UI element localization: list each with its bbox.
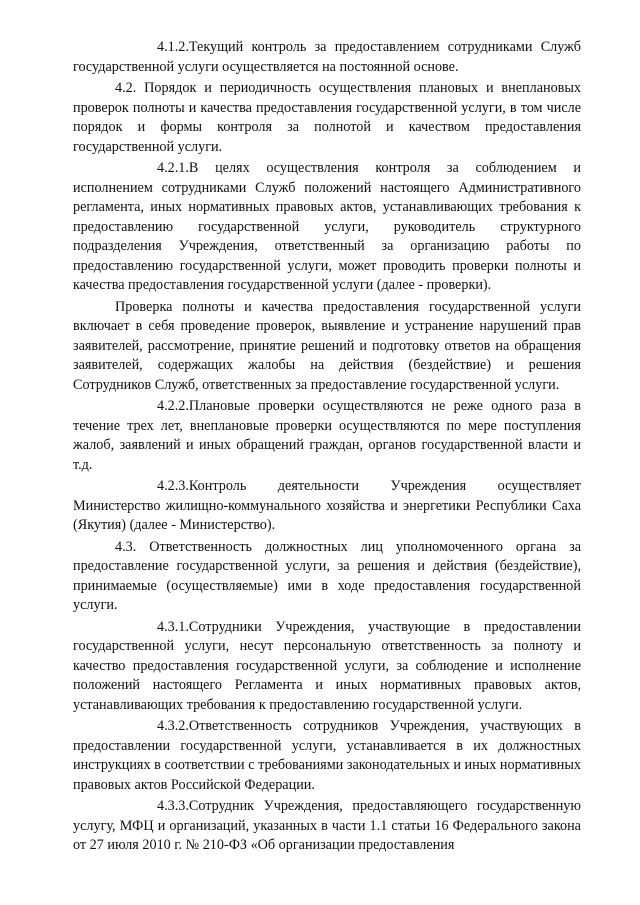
paragraph-number: 4.3.2. — [157, 718, 189, 734]
paragraph-text: Контроль деятельности Учреждения осуществляет Министерство жилищно-коммунального хозяйства и энергетики Республики Саха (Якутия) (далее - Министерство). — [73, 478, 581, 533]
paragraph-text: 4.3. Ответственность должностных лиц уполномоченного органа за предоставление государственной услуги, за решения и действия (бездействие), принимаемые (осуществляемые) ими в ходе предоставления государственной услуги. — [73, 538, 581, 613]
paragraph-number: 4.2.3. — [157, 478, 189, 494]
paragraph-4-3-2 — [73, 717, 581, 795]
paragraph-number: 4.2.2. — [157, 398, 189, 414]
paragraph-text: В целях осуществления контроля за соблюдением и исполнением сотрудниками Служб положений настоящего Административного регламента, иных нормативных правовых актов, устанавливающих требования к предоставлению государственной услуги, руководитель структурного подразделения Учреждения, ответственный за организацию работы по предоставлению государственной услуги, может проводить проверки полноты и качества предоставления государственной услуги (далее - проверки). — [73, 160, 581, 293]
paragraph-4-2-3 — [73, 477, 581, 536]
paragraph-text: Текущий контроль за предоставлением сотрудниками Служб государственной услуги осуществляется на постоянной основе. — [73, 39, 581, 75]
paragraph-text: Ответственность сотрудников Учреждения, участвующих в предоставлении государственной услуги, устанавливается в их должностных инструкциях в соответствии с требованиями законодательных и иных нормативных правовых актов Российской Федерации. — [73, 718, 581, 793]
paragraph-4-2 — [73, 79, 581, 157]
paragraph-4-1-2 — [73, 38, 581, 77]
paragraph-text: Проверка полноты и качества предоставления государственной услуги включает в себя проведение проверок, выявление и устранение нарушений прав заявителей, рассмотрение, принятие решений и подготовку ответов на обращения заявителей, содержащих жалобы на действия (бездействие) и решения Сотрудников Служб, ответственных за предоставление государственной услуги. — [73, 298, 581, 393]
paragraph-text: Плановые проверки осуществляются не реже одного раза в течение трех лет, внеплановые проверки осуществляются по мере поступления жалоб, заявлений и иных обращений граждан, органов государственной власти и т.д. — [73, 398, 581, 473]
paragraph-4-3 — [73, 538, 581, 616]
paragraph-text: Сотрудник Учреждения, предоставляющего государственную услугу, МФЦ и организаций, указанных в части 1.1 статьи 16 Федерального закона от 27 июля 2010 г. № 210-ФЗ «Об организации предоставления — [73, 798, 581, 853]
paragraph-number: 4.3.3. — [157, 798, 189, 814]
paragraph-4-2-2 — [73, 397, 581, 475]
paragraph-4-2-1 — [73, 159, 581, 296]
paragraph-number: 4.1.2. — [157, 39, 189, 55]
paragraph-verification-scope — [73, 298, 581, 396]
paragraph-number: 4.3.1. — [157, 618, 189, 635]
paragraph-4-3-3 — [73, 797, 581, 856]
paragraph-text: Сотрудники Учреждения, участвующие в предоставлении государственной услуги, несут персональную ответственность за полноту и качество предоставления государственной услуги, за соблюдение и исполнение положений настоящего Регламента и иных нормативных правовых актов, устанавливающих требования к предоставлению государственной услуги. — [73, 618, 581, 713]
paragraph-number: 4.2.1. — [157, 160, 189, 176]
paragraph-text: 4.2. Порядок и периодичность осуществления плановых и внеплановых проверок полноты и качества предоставления государственной услуги, в том числе порядок и формы контроля за полнотой и качеством предоставления государственной услуги. — [73, 80, 581, 155]
paragraph-4-3-1 — [73, 618, 581, 716]
document-body — [73, 38, 581, 858]
